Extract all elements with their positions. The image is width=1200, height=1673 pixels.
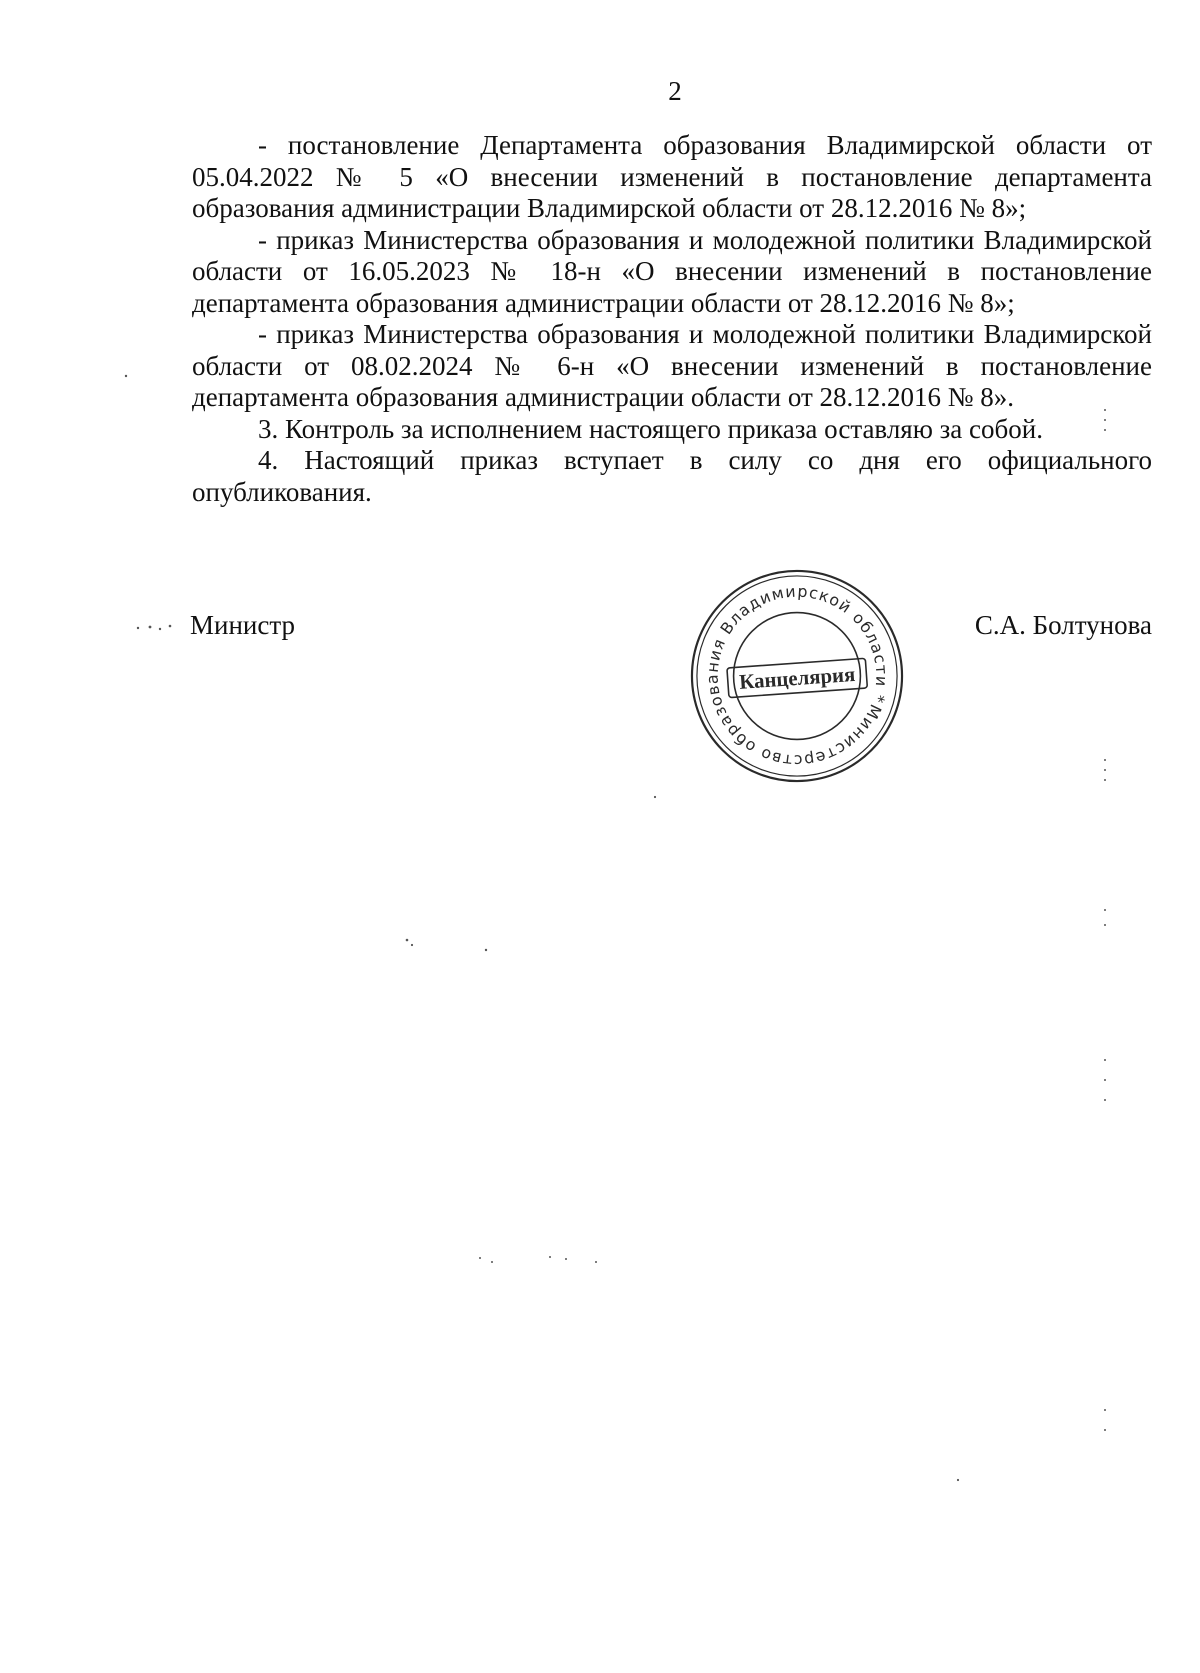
- official-seal: [688, 567, 906, 785]
- page-number: 2: [668, 76, 682, 106]
- list-item-order-2023: - приказ Министерства образования и молодежной политики Владимирской области от 16.05.2023 № 18-н «О внесении изменений в постановление департамента образования администрации области от 28.12.2016 № 8»;: [192, 224, 1152, 318]
- list-item-resolution-2022: - постановление Департамента образования Владимирской области от 05.04.2022 № 5 «О внесении изменений в постановление департамента образования администрации Владимирской области от 28.12.2016 № 8»;: [192, 130, 1152, 223]
- clause-3-control: 3. Контроль за исполнением настоящего приказа оставляю за собой.: [258, 413, 1043, 444]
- seal-ring-textpath: Министерство образования Владимирской области *: [702, 581, 892, 771]
- seal-center-text: Канцелярия: [738, 662, 856, 694]
- list-item-order-2024: - приказ Министерства образования и молодежной политики Владимирской области от 08.02.2024 № 6-н «О внесении изменений в постановление департамента образования администрации области от 28.12.2016 № 8».: [192, 319, 1152, 412]
- document-body: [192, 130, 1152, 508]
- signatory-title: Министр: [190, 610, 295, 640]
- clause-4-effective: 4. Настоящий приказ вступает в силу со дня его официального опубликования.: [192, 445, 1152, 507]
- signatory-name: С.А. Болтунова: [974, 610, 1152, 640]
